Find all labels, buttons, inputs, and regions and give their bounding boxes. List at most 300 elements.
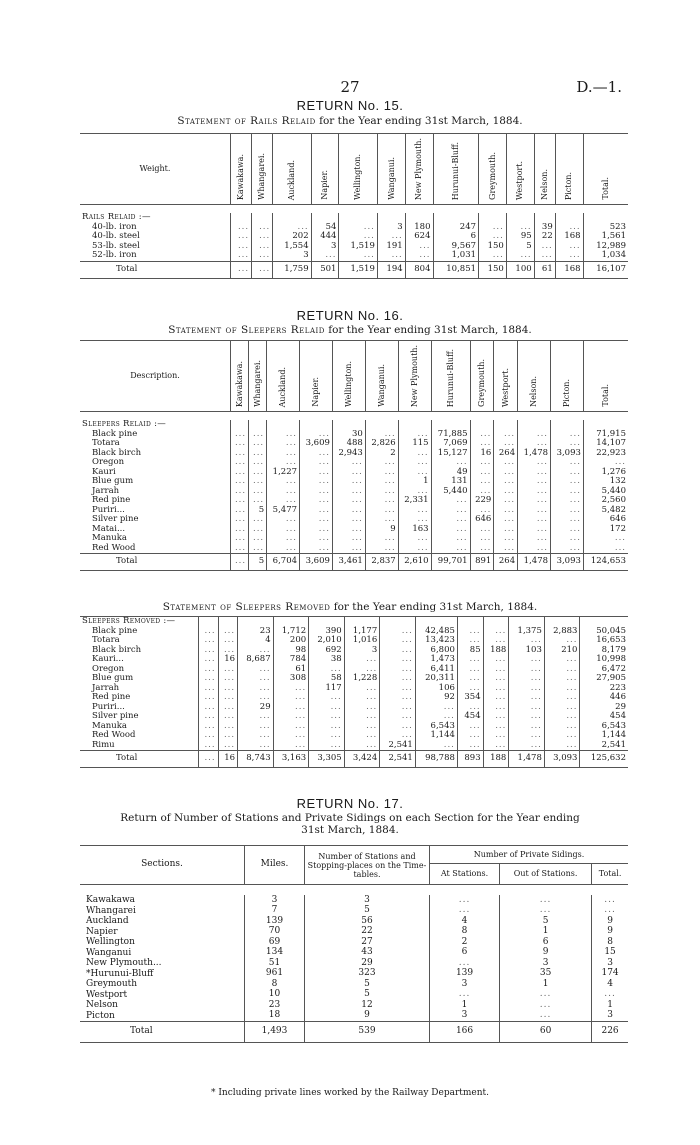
rails-row-label: 52-lb. iron [92,250,137,260]
sleepers-relaid-cell: 2,943 [332,449,365,459]
sleepers-relaid-cell: ... [470,477,494,487]
sleepers-removed-cell: 308 [273,674,309,684]
sleepers-relaid-row-label: Matai... [92,523,126,534]
sleepers-relaid-col-header [365,341,398,412]
sleepers-removed-row-label: Jarrah [92,682,120,693]
stations-cell-total: 9 [592,927,628,938]
sleepers-relaid-table [80,340,628,571]
sleepers-removed-cell: ... [218,684,238,694]
sleepers-removed-cell: 6,411 [415,665,457,675]
sleepers-relaid-cell: ... [518,487,551,497]
sleepers-relaid-row-label: Black birch [92,447,142,458]
stations-cell-total: 9 [592,916,628,927]
stations-row [80,937,628,948]
sleepers-relaid-cell: ... [494,534,518,544]
sleepers-removed-cell: ... [238,693,274,703]
stations-cell-stations: 43 [305,948,430,959]
sleepers-relaid-cell: ... [332,458,365,468]
sleepers-removed-cell: ... [238,731,274,741]
sleepers-removed-cell: ... [483,655,509,665]
sleepers-relaid-cell: ... [249,534,267,544]
sleepers-removed-cell: ... [544,636,580,646]
rails-cell: 3 [311,242,339,252]
sleepers-relaid-total-row [80,554,628,571]
sleepers-removed-row [80,741,628,751]
sleepers-relaid-cell: ... [300,468,333,478]
sleepers-relaid-cell: 2,331 [398,496,431,506]
stations-cell-total: 3 [592,1011,628,1022]
sleepers-removed-cell: ... [380,731,416,741]
rails-col-header [252,134,273,205]
sleepers-removed-cell: 29 [580,703,628,713]
sleepers-removed-cell: 16 [218,655,238,665]
sleepers-relaid-cell: ... [249,525,267,535]
sleepers-relaid-cell: ... [365,506,398,516]
sleepers-removed-total-cell: ... [199,751,219,768]
rails-cell: 5 [506,242,534,252]
rails-cell: ... [252,223,273,233]
sleepers-relaid-cell: ... [267,534,300,544]
sleepers-relaid-cell: ... [431,534,470,544]
stations-total-out: 60 [500,1022,592,1043]
sleepers-relaid-cell: 488 [332,439,365,449]
rails-col-header [479,134,507,205]
sleepers-relaid-cell: ... [431,515,470,525]
sleepers-removed-cell: ... [457,722,483,732]
stations-cell-total: 4 [592,979,628,990]
sleepers-relaid-cell: ... [267,477,300,487]
sleepers-removed-cell: ... [483,741,509,751]
sleepers-relaid-col-header-text: Nelson. [529,376,539,407]
sleepers-removed-cell: 2,883 [544,627,580,637]
return-17-statement-line2: 31st March, 1884. [301,824,399,836]
sleepers-relaid-total-cell: ... [231,554,249,571]
sleepers-removed-cell: ... [544,703,580,713]
rails-cell: ... [534,242,555,252]
sleepers-removed-empty-cell [415,617,457,627]
rails-col-header-text: New Plymouth. [414,137,424,200]
sleepers-removed-cell: ... [273,712,309,722]
sleepers-relaid-cell: ... [551,439,584,449]
sleepers-removed-cell: ... [218,693,238,703]
sleepers-relaid-col-header [332,341,365,412]
sleepers-removed-cell: 2,541 [380,741,416,751]
sleepers-removed-empty-cell [309,617,345,627]
rails-cell: ... [311,251,339,261]
sleepers-removed-group-label: Sleepers Removed :— [82,616,176,626]
stations-cell-out: 1 [500,979,592,990]
stations-cell-out: ... [500,906,592,917]
sleepers-relaid-total-cell: 1,478 [518,554,551,571]
sleepers-relaid-col-header-text: Greymouth. [477,359,487,407]
sleepers-relaid-cell: 115 [398,439,431,449]
rails-cell: ... [339,251,377,261]
sleepers-removed-cell: 61 [273,665,309,675]
sleepers-relaid-row-label: Oregon [92,457,125,467]
stations-cell-stations: 5 [305,979,430,990]
sleepers-relaid-cell: ... [267,449,300,459]
stations-row [80,948,628,959]
stations-cell-stations: 56 [305,916,430,927]
sleepers-removed-cell: ... [199,655,219,665]
rails-col-header-text: Whangarei. [257,153,267,200]
sleepers-relaid-cell: ... [300,430,333,440]
page-number: 27 [340,78,360,96]
sleepers-removed-cell: ... [199,741,219,751]
rails-cell: ... [377,232,405,242]
sleepers-removed-cell: ... [238,665,274,675]
sleepers-removed-cell: ... [344,655,380,665]
stations-cell-at: 1 [430,1000,500,1011]
section-name: Whangarei [86,905,136,916]
sleepers-relaid-col-header-text: Kawakawa. [234,360,244,407]
sleepers-relaid-cell: ... [494,439,518,449]
sleepers-removed-cell: ... [380,665,416,675]
sleepers-relaid-cell: ... [332,477,365,487]
sleepers-removed-cell: ... [199,703,219,713]
sleepers-relaid-cell: ... [249,477,267,487]
sleepers-removed-cell: ... [218,703,238,713]
rails-cell: ... [479,251,507,261]
sleepers-removed-cell: ... [509,731,545,741]
sleepers-removed-cell: ... [273,722,309,732]
sleepers-removed-statement-prefix: Statement of Sleepers Removed [162,601,331,613]
return-16-statement-rest: for the Year ending 31st March, 1884. [328,324,532,336]
sleepers-removed-row-label: Oregon [92,663,125,674]
stations-total-stations: 539 [305,1022,430,1043]
sleepers-relaid-cell: ... [470,439,494,449]
sleepers-relaid-cell: ... [267,458,300,468]
sleepers-relaid-col-header-text: Picton. [562,378,572,407]
sleepers-relaid-cell: ... [267,515,300,525]
sleepers-relaid-cell: ... [518,468,551,478]
sleepers-relaid-header-row [80,341,628,412]
rails-cell: ... [555,251,583,261]
sleepers-relaid-col-header-text: Auckland. [278,366,288,407]
rails-cell: ... [534,251,555,261]
rails-cell: 1,031 [433,251,479,261]
sleepers-relaid-cell: 3,609 [300,439,333,449]
stations-row [80,958,628,969]
sleepers-relaid-cell: 15,127 [431,449,470,459]
sleepers-relaid-cell: ... [365,515,398,525]
sleepers-removed-cell: ... [199,684,219,694]
rails-cell: 180 [405,223,433,233]
sleepers-relaid-cell: ... [470,506,494,516]
sleepers-relaid-cell: ... [551,458,584,468]
rails-cell: 1,519 [339,242,377,252]
sleepers-removed-cell: 106 [415,684,457,694]
rails-col-header [583,134,628,205]
page-header [0,78,700,96]
stations-cell-out: ... [500,895,592,906]
sleepers-relaid-total-cell: 99,701 [431,554,470,571]
sleepers-removed-cell: ... [483,627,509,637]
sleepers-removed-cell: ... [309,731,345,741]
sleepers-relaid-cell: ... [249,439,267,449]
sleepers-relaid-cell: ... [267,487,300,497]
sleepers-relaid-cell: ... [231,458,249,468]
sleepers-relaid-cell: 132 [583,477,628,487]
sleepers-removed-cell: ... [218,731,238,741]
sleepers-removed-cell: 23 [238,627,274,637]
sleepers-removed-total-cell: 188 [483,751,509,768]
sleepers-removed-cell: ... [544,693,580,703]
return-17-title: RETURN No. 17. [296,796,404,811]
sleepers-removed-cell: ... [218,636,238,646]
stations-cell-miles: 139 [245,916,305,927]
sleepers-relaid-header-label: Description. [130,371,180,381]
stations-cell-total: ... [592,895,628,906]
sleepers-relaid-cell: ... [583,458,628,468]
sleepers-removed-cell: ... [544,655,580,665]
sleepers-relaid-cell: 14,107 [583,439,628,449]
sleepers-removed-cell: ... [483,731,509,741]
sleepers-removed-cell: ... [309,665,345,675]
sleepers-relaid-cell: 2,826 [365,439,398,449]
stations-row [80,927,628,938]
sleepers-relaid-cell: ... [365,430,398,440]
sleepers-relaid-cell: ... [431,496,470,506]
sleepers-relaid-cell: ... [470,487,494,497]
sleepers-relaid-cell: 16 [470,449,494,459]
sleepers-removed-cell: 6,800 [415,646,457,656]
sleepers-removed-cell: 117 [309,684,345,694]
sleepers-removed-cell: ... [544,674,580,684]
section-name: *Hurunui-Bluff [86,968,154,979]
stations-cell-total: 8 [592,937,628,948]
sleepers-relaid-cell: ... [494,506,518,516]
sleepers-relaid-cell: ... [300,534,333,544]
stations-total-row [80,1022,628,1043]
return-15-statement-rest: for the Year ending 31st March, 1884. [319,115,523,127]
sleepers-relaid-cell: ... [398,515,431,525]
sleepers-relaid-col-header [551,341,584,412]
sleepers-removed-empty-cell [380,617,416,627]
stations-cell-total: 3 [592,958,628,969]
sleepers-removed-cell: ... [218,674,238,684]
sleepers-relaid-cell: ... [551,525,584,535]
sleepers-relaid-cell: 172 [583,525,628,535]
sleepers-relaid-cell: ... [231,525,249,535]
sleepers-removed-cell: ... [273,731,309,741]
sleepers-relaid-cell: 30 [332,430,365,440]
sleepers-relaid-cell: ... [494,525,518,535]
rails-cell: ... [231,251,252,261]
sleepers-relaid-cell: ... [300,525,333,535]
sleepers-relaid-total-cell: 3,609 [300,554,333,571]
sleepers-relaid-cell: ... [332,487,365,497]
sleepers-relaid-col-header [431,341,470,412]
sleepers-removed-cell: 1,473 [415,655,457,665]
stations-cell-at: 4 [430,916,500,927]
sleepers-removed-cell: 692 [309,646,345,656]
rails-col-header-text: Kawakawa. [236,153,246,200]
sleepers-relaid-cell: ... [518,430,551,440]
sleepers-relaid-cell: 1,227 [267,468,300,478]
sleepers-removed-cell: ... [457,674,483,684]
sleepers-removed-cell: ... [344,665,380,675]
rails-cell: ... [506,223,534,233]
sleepers-removed-cell: ... [344,712,380,722]
sleepers-removed-cell: 3 [344,646,380,656]
sleepers-relaid-cell: ... [249,468,267,478]
sleepers-removed-empty-cell [344,617,380,627]
sleepers-relaid-cell: ... [231,496,249,506]
rails-col-header-text: Greymouth. [487,152,497,200]
sleepers-relaid-cell: ... [494,487,518,497]
stations-row [80,1000,628,1011]
sleepers-removed-cell: 6,472 [580,665,628,675]
sleepers-removed-cell: 103 [509,646,545,656]
sleepers-removed-total-cell: 125,632 [580,751,628,768]
sleepers-relaid-col-header [583,341,628,412]
sleepers-removed-row-label: Red Wood [92,730,136,740]
sleepers-removed-total-cell: 3,424 [344,751,380,768]
sleepers-removed-cell: ... [344,731,380,741]
section-name: Wellington [86,937,135,947]
sleepers-removed-cell: 98 [273,646,309,656]
sleepers-removed-total-cell: 2,541 [380,751,416,768]
sleepers-removed-empty-cell [457,617,483,627]
section-name: Auckland [86,916,129,926]
sleepers-removed-cell: 1,375 [509,627,545,637]
sleepers-relaid-cell: ... [332,506,365,516]
sleepers-removed-cell: ... [380,684,416,694]
rails-cell: 191 [377,242,405,252]
sleepers-relaid-col-header-text: Hurunui-Bluff. [445,348,455,407]
stations-total-miles: 1,493 [245,1022,305,1043]
stations-cell-miles: 7 [245,906,305,917]
sleepers-relaid-cell: 229 [470,496,494,506]
stations-row [80,895,628,906]
sleepers-relaid-cell: ... [398,458,431,468]
sleepers-removed-total-cell: 1,478 [509,751,545,768]
sleepers-removed-cell: ... [457,741,483,751]
sleepers-relaid-cell: ... [300,515,333,525]
sleepers-relaid-cell: ... [551,515,584,525]
sleepers-removed-empty-cell [218,617,238,627]
stations-cell-miles: 69 [245,937,305,948]
sleepers-removed-cell: ... [309,741,345,751]
section-name: Greymouth [86,979,138,989]
sleepers-removed-total-cell: 3,305 [309,751,345,768]
sleepers-relaid-cell: ... [300,487,333,497]
sleepers-relaid-cell: ... [551,477,584,487]
rails-cell: ... [231,223,252,233]
sleepers-removed-cell: ... [380,722,416,732]
sleepers-relaid-cell: ... [365,544,398,554]
rails-total-cell: 10,851 [433,261,479,278]
sleepers-removed-cell: 10,998 [580,655,628,665]
sleepers-relaid-cell: ... [332,496,365,506]
sleepers-relaid-cell: 646 [583,515,628,525]
sleepers-relaid-cell: ... [365,496,398,506]
rails-cell: 3 [377,223,405,233]
sleepers-removed-empty-cell [273,617,309,627]
sleepers-removed-cell: 92 [415,693,457,703]
sleepers-removed-empty-cell [199,617,219,627]
rails-cell: ... [339,232,377,242]
sleepers-relaid-cell: ... [583,544,628,554]
sleepers-relaid-cell: ... [231,506,249,516]
stations-spacer [80,885,628,896]
sleepers-removed-cell: ... [544,712,580,722]
stations-cell-total: ... [592,990,628,1001]
rails-cell: ... [405,251,433,261]
sleepers-removed-row-label: Black birch [92,644,142,655]
sleepers-removed-statement [0,601,700,613]
stations-cell-out: ... [500,1000,592,1011]
sleepers-relaid-col-header [267,341,300,412]
stations-cell-stations: 323 [305,969,430,980]
sleepers-removed-cell: ... [344,722,380,732]
stations-row [80,979,628,990]
sleepers-relaid-cell: ... [494,496,518,506]
rails-cell: 202 [273,232,311,242]
rails-cell: 523 [583,223,628,233]
sleepers-relaid-col-header [398,341,431,412]
rails-spacer [80,205,628,214]
sleepers-removed-cell: ... [238,646,274,656]
stations-cell-total: ... [592,906,628,917]
sleepers-removed-cell: ... [309,703,345,713]
rails-total-cell: 16,107 [583,261,628,278]
sleepers-relaid-total-cell: 124,653 [583,554,628,571]
sleepers-relaid-cell: ... [398,506,431,516]
sleepers-relaid-cell: ... [231,487,249,497]
sleepers-relaid-cell: 1,478 [518,449,551,459]
sleepers-relaid-cell: 3,093 [551,449,584,459]
sleepers-relaid-cell: ... [231,534,249,544]
rails-col-header-text: Auckland. [287,159,297,200]
stations-cell-miles: 134 [245,948,305,959]
sleepers-relaid-col-header [470,341,494,412]
sleepers-relaid-cell: ... [398,468,431,478]
sleepers-removed-cell: ... [509,693,545,703]
sleepers-removed-cell: ... [544,665,580,675]
sleepers-relaid-cell: ... [494,430,518,440]
sleepers-removed-cell: ... [380,627,416,637]
stations-cell-stations: 22 [305,927,430,938]
sleepers-relaid-cell: 264 [494,449,518,459]
rails-total-row [80,261,628,278]
sleepers-removed-row-label: Red pine [92,692,131,702]
rails-col-header-text: Hurunui-Bluff. [451,141,460,200]
rails-total-label: Total [116,263,138,274]
sleepers-removed-empty-cell [483,617,509,627]
sleepers-removed-cell: 4 [238,636,274,646]
stations-row [80,1011,628,1022]
sleepers-relaid-cell: ... [431,458,470,468]
rails-cell: ... [555,223,583,233]
rails-cell: ... [377,251,405,261]
sleepers-relaid-cell: ... [300,449,333,459]
rails-col-header [231,134,252,205]
sleepers-relaid-cell: ... [494,458,518,468]
rails-total-cell: 100 [506,261,534,278]
sleepers-relaid-cell: 5 [249,506,267,516]
sleepers-relaid-col-header-text: Wellington. [344,361,354,407]
sleepers-relaid-cell: 646 [470,515,494,525]
rails-cell: ... [252,251,273,261]
rails-col-header-text: Wellington. [353,154,363,200]
sleepers-removed-cell: ... [199,627,219,637]
sleepers-removed-cell: 1,016 [344,636,380,646]
sleepers-removed-cell: ... [199,636,219,646]
sleepers-removed-row [80,712,628,722]
sleepers-relaid-row-label: Blue gum [92,476,134,486]
